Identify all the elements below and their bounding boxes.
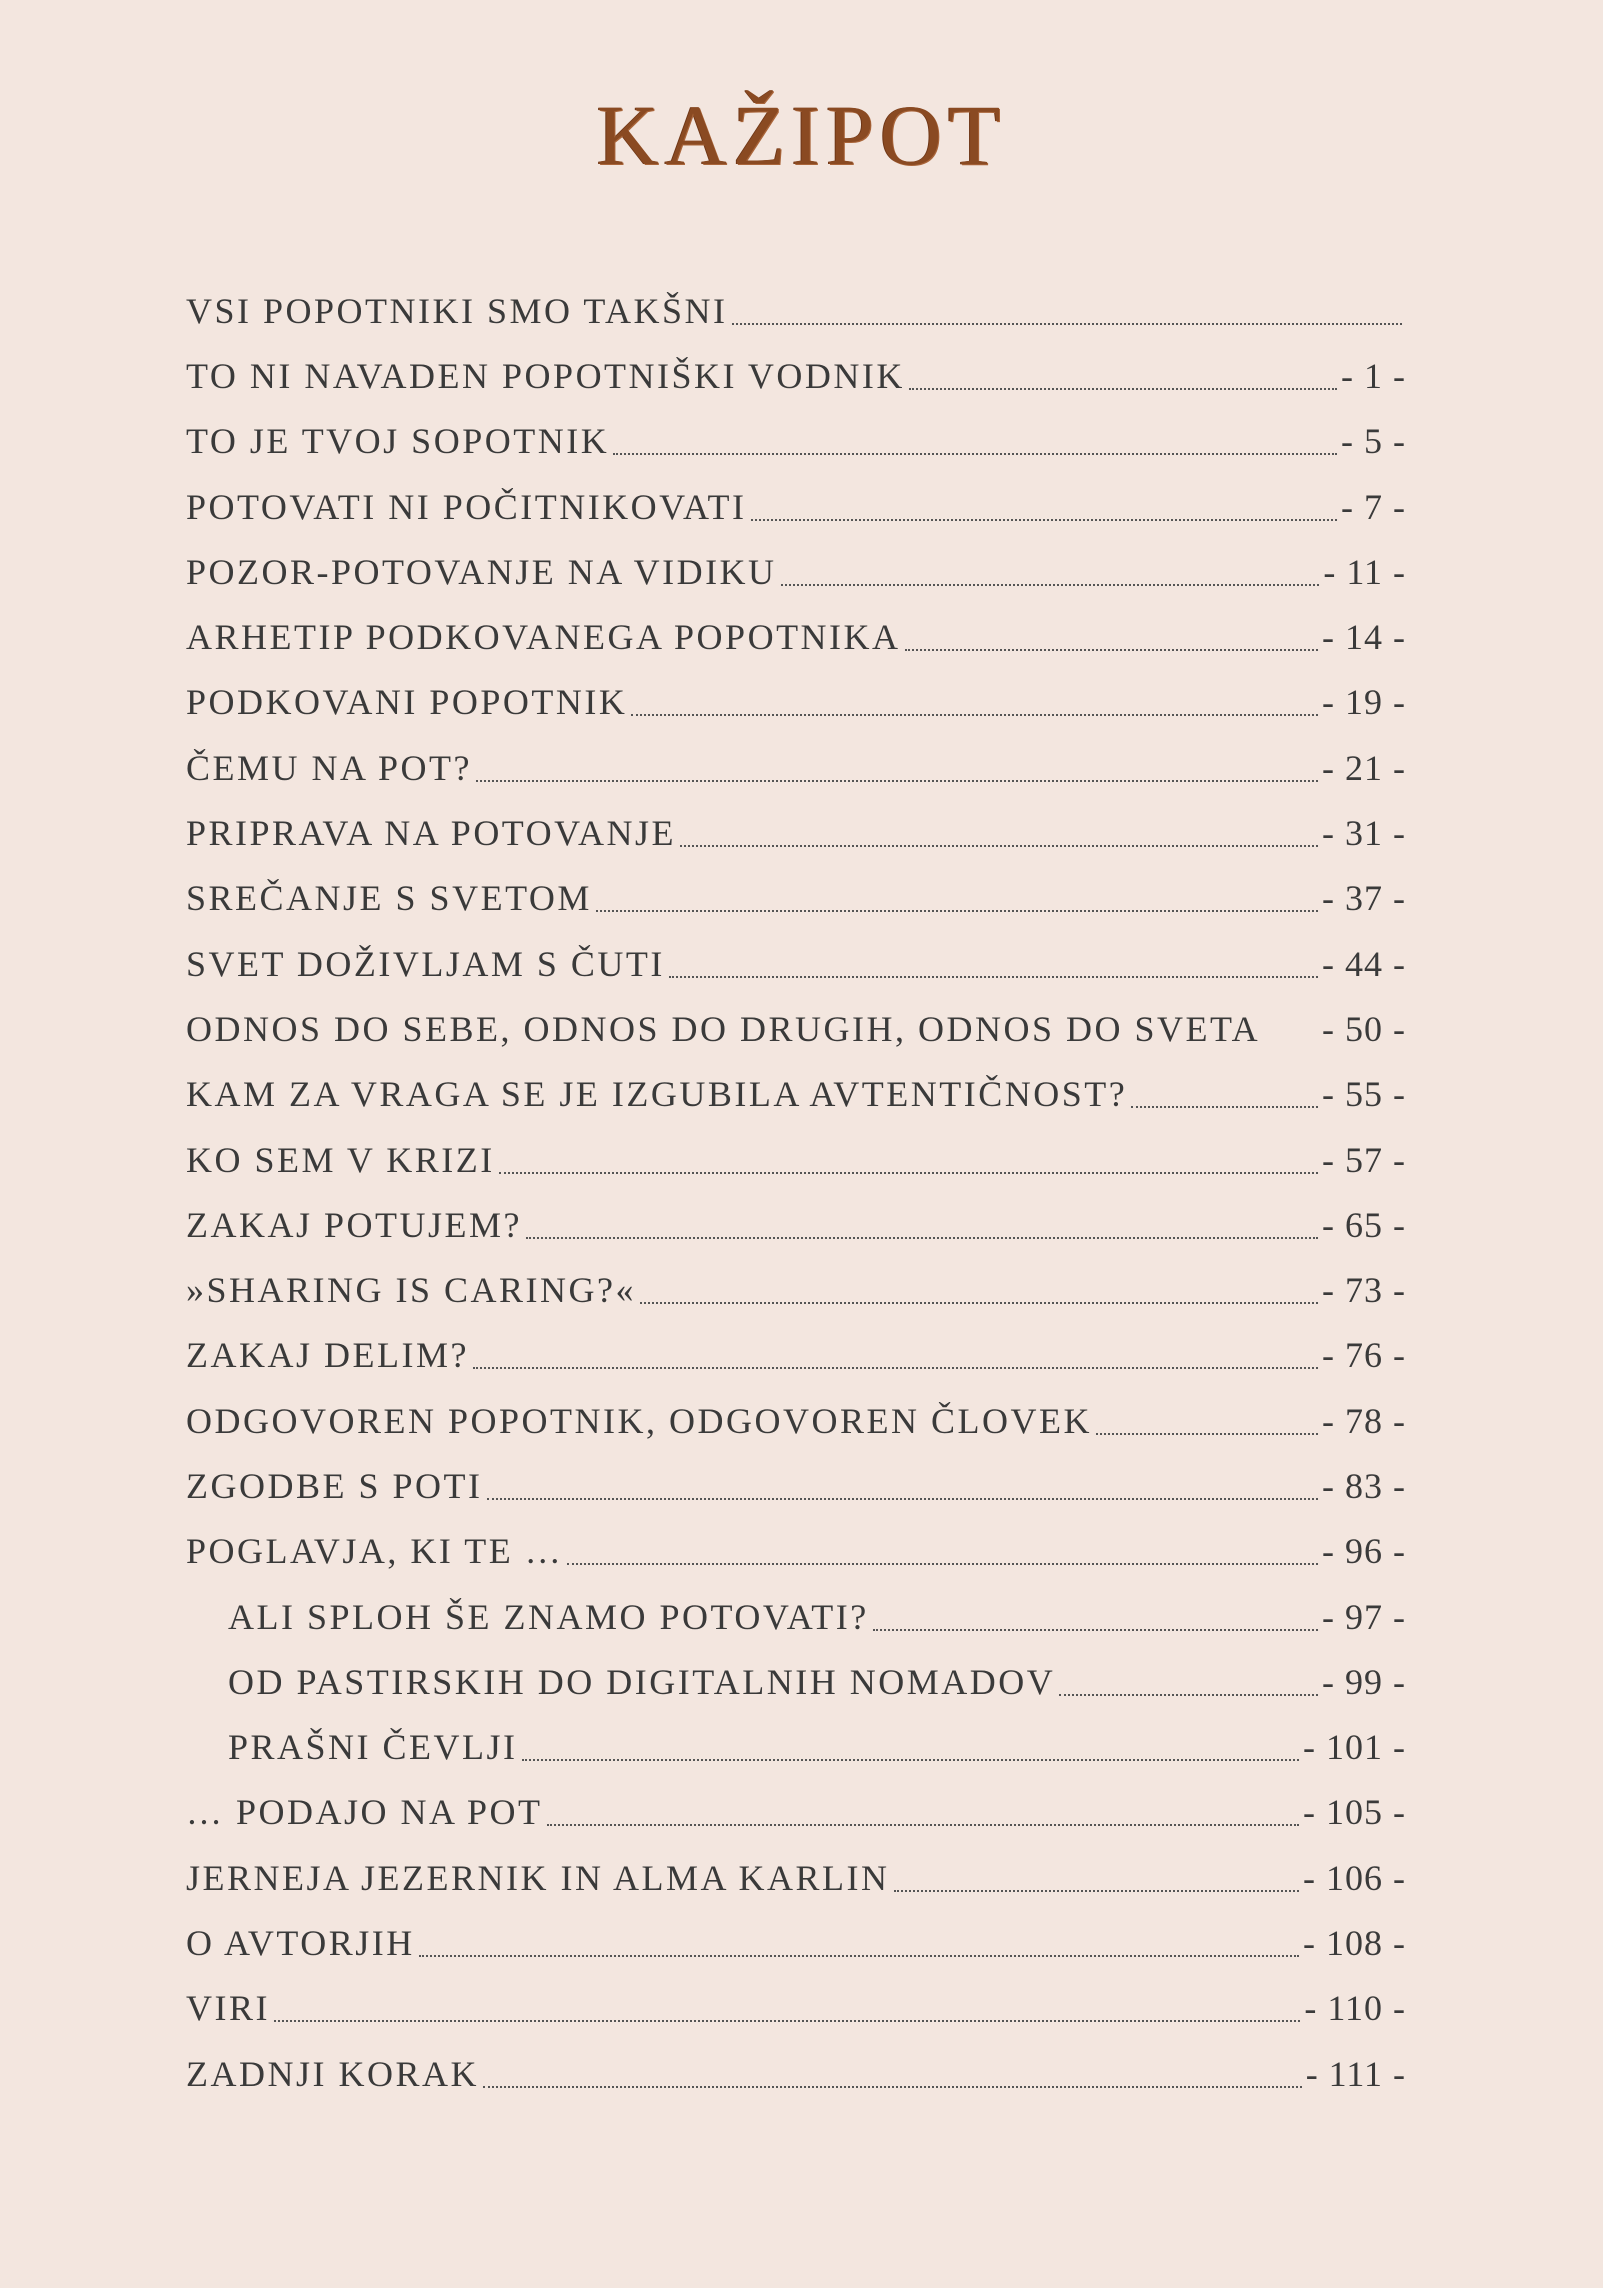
- toc-entry: [186, 1257, 1406, 1322]
- toc-entry-page: - 19 -: [1322, 682, 1406, 723]
- toc-entry: [186, 1062, 1406, 1127]
- toc-entry: [186, 735, 1406, 800]
- toc-entry: [186, 1845, 1406, 1910]
- toc-entry: [186, 1388, 1406, 1453]
- toc-entry-page: - 78 -: [1322, 1400, 1406, 1441]
- toc-entry: [186, 1910, 1406, 1975]
- toc-entry: [186, 1453, 1406, 1518]
- toc-subentry: [186, 1649, 1406, 1714]
- dot-leader: [522, 1759, 1299, 1761]
- toc-entry: [186, 670, 1406, 735]
- toc-entry: [186, 1976, 1406, 2041]
- dot-leader: [905, 649, 1318, 651]
- toc-entry-label: ZAKAJ POTUJEM?: [186, 1204, 522, 1245]
- toc-entry-page: - 83 -: [1322, 1465, 1406, 1506]
- toc-entry-page: - 44 -: [1322, 943, 1406, 984]
- toc-entry-page: - 1 -: [1341, 355, 1406, 396]
- dot-leader: [640, 1302, 1318, 1304]
- toc-entry-label: KAM ZA VRAGA SE JE IZGUBILA AVTENTIČNOST?: [186, 1074, 1128, 1115]
- toc-entry: [186, 409, 1406, 474]
- dot-leader: [613, 453, 1337, 455]
- toc-entry-label: ZADNJI KORAK: [186, 2053, 479, 2094]
- toc-entry-label: POZOR-POTOVANJE NA VIDIKU: [186, 551, 777, 592]
- toc-entry-page: - 57 -: [1322, 1139, 1406, 1180]
- dot-leader: [499, 1172, 1318, 1174]
- dot-leader: [631, 714, 1318, 716]
- toc-entry-label: SREČANJE S SVETOM: [186, 878, 592, 919]
- dot-leader: [751, 519, 1337, 521]
- toc-entry-page: - 76 -: [1322, 1335, 1406, 1376]
- toc-entry-page: - 21 -: [1322, 747, 1406, 788]
- toc-entry-page: - 37 -: [1322, 878, 1406, 919]
- toc-entry-page: - 96 -: [1322, 1531, 1406, 1572]
- toc-entry-label: ARHETIP PODKOVANEGA POPOTNIKA: [186, 617, 901, 658]
- toc-entry: [186, 996, 1406, 1061]
- dot-leader: [476, 780, 1318, 782]
- toc-subentry: [186, 1584, 1406, 1649]
- toc-entry-label: TO NI NAVADEN POPOTNIŠKI VODNIK: [186, 355, 905, 396]
- toc-entry: [186, 604, 1406, 669]
- toc-entry: [186, 866, 1406, 931]
- toc-entry-page: - 105 -: [1303, 1792, 1406, 1833]
- toc-entry-page: - 11 -: [1323, 551, 1406, 592]
- toc-entry-page: - 99 -: [1322, 1661, 1406, 1702]
- toc-entry: [186, 1323, 1406, 1388]
- toc-subentry: [186, 1715, 1406, 1780]
- toc-entry-page: - 73 -: [1322, 1270, 1406, 1311]
- toc-entry-label: ALI SPLOH ŠE ZNAMO POTOVATI?: [228, 1596, 869, 1637]
- dot-leader: [547, 1824, 1299, 1826]
- dot-leader: [473, 1367, 1318, 1369]
- toc-entry-page: - 55 -: [1322, 1074, 1406, 1115]
- toc-entry-label: ZGODBE S POTI: [186, 1465, 483, 1506]
- table-of-contents: [186, 278, 1406, 2106]
- dot-leader: [669, 976, 1318, 978]
- dot-leader: [732, 323, 1403, 325]
- toc-entry-label: PODKOVANI POPOTNIK: [186, 682, 628, 723]
- toc-entry-label: O AVTORJIH: [186, 1923, 415, 1964]
- toc-entry: [186, 1127, 1406, 1192]
- toc-entry-label: POGLAVJA, KI TE …: [186, 1531, 564, 1572]
- dot-leader: [1131, 1106, 1318, 1108]
- toc-entry-label: VSI POPOTNIKI SMO TAKŠNI: [186, 290, 728, 331]
- toc-entry: [186, 539, 1406, 604]
- dot-leader: [1059, 1694, 1318, 1696]
- toc-entry-page: - 101 -: [1303, 1727, 1406, 1768]
- toc-entry-page: - 111 -: [1305, 2053, 1406, 2094]
- toc-entry: [186, 931, 1406, 996]
- toc-entry: [186, 2041, 1406, 2106]
- toc-entry-label: KO SEM V KRIZI: [186, 1139, 495, 1180]
- toc-entry-page: - 31 -: [1322, 813, 1406, 854]
- toc-entry: [186, 1192, 1406, 1257]
- toc-entry-label: SVET DOŽIVLJAM S ČUTI: [186, 943, 665, 984]
- toc-entry-page: - 97 -: [1322, 1596, 1406, 1637]
- toc-entry: [186, 800, 1406, 865]
- toc-entry-label: »SHARING IS CARING?«: [186, 1270, 637, 1311]
- toc-entry-label: VIRI: [186, 1988, 270, 2029]
- toc-entry: [186, 1780, 1406, 1845]
- toc-entry-label: PRAŠNI ČEVLJI: [228, 1727, 518, 1768]
- dot-leader: [1096, 1433, 1318, 1435]
- page-title: KAŽIPOT: [596, 87, 1007, 183]
- toc-entry-label: POTOVATI NI POČITNIKOVATI: [186, 486, 747, 527]
- toc-entry-page: - 7 -: [1341, 486, 1406, 527]
- dot-leader: [274, 2020, 1300, 2022]
- toc-entry: [186, 343, 1406, 408]
- toc-entry-page: - 108 -: [1303, 1923, 1406, 1964]
- toc-entry-label: … PODAJO NA POT: [186, 1792, 543, 1833]
- dot-leader: [894, 1890, 1300, 1892]
- dot-leader: [483, 2086, 1302, 2088]
- toc-entry-page: - 14 -: [1322, 617, 1406, 658]
- dot-leader: [909, 388, 1337, 390]
- toc-entry-label: ODGOVOREN POPOTNIK, ODGOVOREN ČLOVEK: [186, 1400, 1092, 1441]
- toc-entry-label: JERNEJA JEZERNIK IN ALMA KARLIN: [186, 1857, 890, 1898]
- toc-entry: [186, 1519, 1406, 1584]
- toc-entry: [186, 278, 1406, 343]
- toc-entry-page: - 106 -: [1303, 1857, 1406, 1898]
- dot-leader: [781, 584, 1320, 586]
- toc-entry-page: - 110 -: [1304, 1988, 1406, 2029]
- toc-entry-page: - 50 -: [1322, 1008, 1406, 1049]
- dot-leader: [1264, 1041, 1318, 1043]
- dot-leader: [596, 910, 1318, 912]
- dot-leader: [526, 1237, 1318, 1239]
- toc-entry-label: ČEMU NA POT?: [186, 747, 473, 788]
- toc-entry-label: PRIPRAVA NA POTOVANJE: [186, 813, 677, 854]
- dot-leader: [419, 1955, 1299, 1957]
- toc-entry-label: TO JE TVOJ SOPOTNIK: [186, 421, 610, 462]
- toc-entry-label: ODNOS DO SEBE, ODNOS DO DRUGIH, ODNOS DO SVETA: [186, 1008, 1261, 1049]
- toc-entry-label: OD PASTIRSKIH DO DIGITALNIH NOMADOV: [228, 1661, 1056, 1702]
- dot-leader: [487, 1498, 1319, 1500]
- toc-entry-page: - 65 -: [1322, 1204, 1406, 1245]
- dot-leader: [680, 845, 1318, 847]
- toc-entry-label: ZAKAJ DELIM?: [186, 1335, 469, 1376]
- toc-entry-page: - 5 -: [1341, 421, 1406, 462]
- dot-leader: [567, 1563, 1318, 1565]
- dot-leader: [873, 1629, 1318, 1631]
- toc-entry: [186, 474, 1406, 539]
